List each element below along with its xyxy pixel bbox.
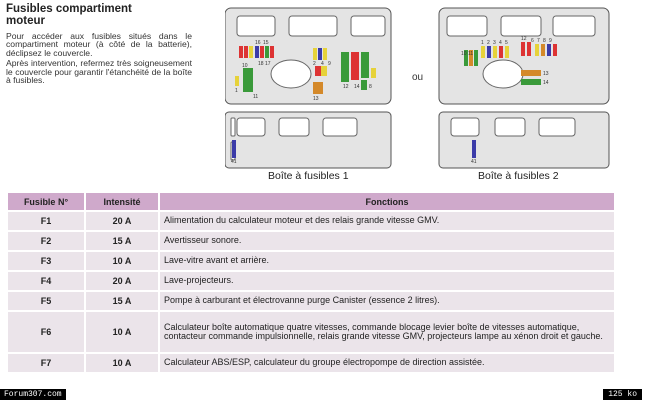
- svg-text:14: 14: [543, 80, 549, 86]
- svg-text:9: 9: [328, 61, 331, 67]
- fuse-amperage: 15 A: [86, 292, 160, 310]
- svg-text:15: 15: [263, 40, 269, 46]
- svg-text:14: 14: [354, 84, 360, 90]
- fuse-function: Lave-vitre avant et arrière.: [160, 252, 616, 270]
- column-header-functions: Fonctions: [160, 193, 616, 210]
- fuse-amperage: 20 A: [86, 272, 160, 290]
- fuse-amperage: 10 A: [86, 312, 160, 352]
- column-header-amperage: Intensité: [86, 193, 160, 210]
- svg-text:9: 9: [549, 38, 552, 44]
- svg-text:13: 13: [313, 96, 319, 102]
- fuse-box-1-top: [225, 8, 391, 104]
- fuse-number: F7: [8, 354, 86, 372]
- intro-text: [6, 32, 192, 86]
- svg-text:12: 12: [521, 36, 527, 42]
- svg-text:1: 1: [481, 40, 484, 46]
- fuse-box-1-caption: Boîte à fusibles 1: [268, 170, 349, 182]
- fuse-function: Alimentation du calculateur moteur et des relais grande vitesse GMV.: [160, 212, 616, 230]
- file-size-badge: 125 ko: [603, 389, 642, 400]
- title-line-2: moteur: [6, 15, 45, 27]
- fuse-number: F6: [8, 312, 86, 352]
- fuse-box-2-caption: Boîte à fusibles 2: [478, 170, 559, 182]
- svg-text:16: 16: [255, 40, 261, 46]
- intro-paragraph-1: Pour accéder aux fusibles situés dans le compartiment moteur (à côté de la batterie), déclipsez le couvercle.: [6, 31, 192, 58]
- fuse-number: F2: [8, 232, 86, 250]
- fuse-box-diagrams: [225, 6, 615, 170]
- svg-text:41: 41: [231, 159, 237, 165]
- fuse-box-2-top: [439, 8, 609, 104]
- title-line-1: Fusibles compartiment: [6, 3, 132, 15]
- svg-text:8: 8: [543, 38, 546, 44]
- svg-text:2: 2: [487, 40, 490, 46]
- svg-text:1: 1: [235, 88, 238, 94]
- svg-text:7: 7: [537, 38, 540, 44]
- svg-text:3: 3: [493, 40, 496, 46]
- svg-text:5: 5: [505, 40, 508, 46]
- fuse-function: Calculateur boîte automatique quatre vitesses, commande blocage levier boîte de vitesses automatique, contacteur commande impulsionnelle, relais grande vitesse GMV, projecteurs lampe au xénon droit et gauche.: [160, 312, 616, 352]
- column-header-fuse: Fusible N°: [8, 193, 86, 210]
- svg-text:13: 13: [543, 71, 549, 77]
- svg-text:10: 10: [242, 63, 248, 69]
- svg-text:4: 4: [499, 40, 502, 46]
- svg-text:2: 2: [313, 61, 316, 67]
- fuse-number: F1: [8, 212, 86, 230]
- fuse-amperage: 20 A: [86, 212, 160, 230]
- fuse-amperage: 10 A: [86, 252, 160, 270]
- fuse-function: Avertisseur sonore.: [160, 232, 616, 250]
- fuse-function: Calculateur ABS/ESP, calculateur du groupe électropompe de direction assistée.: [160, 354, 616, 372]
- svg-text:17: 17: [265, 61, 271, 67]
- fuse-number: F5: [8, 292, 86, 310]
- svg-text:11: 11: [468, 51, 474, 57]
- fuse-number: F4: [8, 272, 86, 290]
- fuse-function: Pompe à carburant et électrovanne purge Canister (essence 2 litres).: [160, 292, 616, 310]
- fuse-box-2-bottom: [439, 112, 609, 168]
- table-row: [8, 292, 616, 310]
- svg-text:4: 4: [321, 61, 324, 67]
- watermark-site: Forum307.com: [0, 389, 66, 400]
- page-title: [6, 3, 132, 27]
- table-row: [8, 272, 616, 290]
- fuse-box-1-bottom: [225, 112, 391, 168]
- fuse-table: [8, 191, 616, 374]
- svg-text:12: 12: [343, 84, 349, 90]
- fuse-amperage: 10 A: [86, 354, 160, 372]
- fuse-number: F3: [8, 252, 86, 270]
- svg-text:41: 41: [471, 159, 477, 165]
- table-row: [8, 212, 616, 230]
- fuse-amperage: 15 A: [86, 232, 160, 250]
- svg-text:6: 6: [531, 38, 534, 44]
- svg-text:18: 18: [258, 61, 264, 67]
- table-row: [8, 232, 616, 250]
- intro-paragraph-2: Après intervention, refermez très soigneusement le couvercle pour garantir l'étanchéité de la boîte à fusibles.: [6, 58, 192, 86]
- table-row: [8, 354, 616, 372]
- svg-text:11: 11: [253, 94, 259, 100]
- fuse-function: Lave-projecteurs.: [160, 272, 616, 290]
- table-header-row: [8, 193, 616, 210]
- or-label: ou: [412, 72, 424, 83]
- table-row: [8, 252, 616, 270]
- table-row: [8, 312, 616, 352]
- svg-text:8: 8: [369, 84, 372, 90]
- svg-text:10: 10: [461, 51, 467, 57]
